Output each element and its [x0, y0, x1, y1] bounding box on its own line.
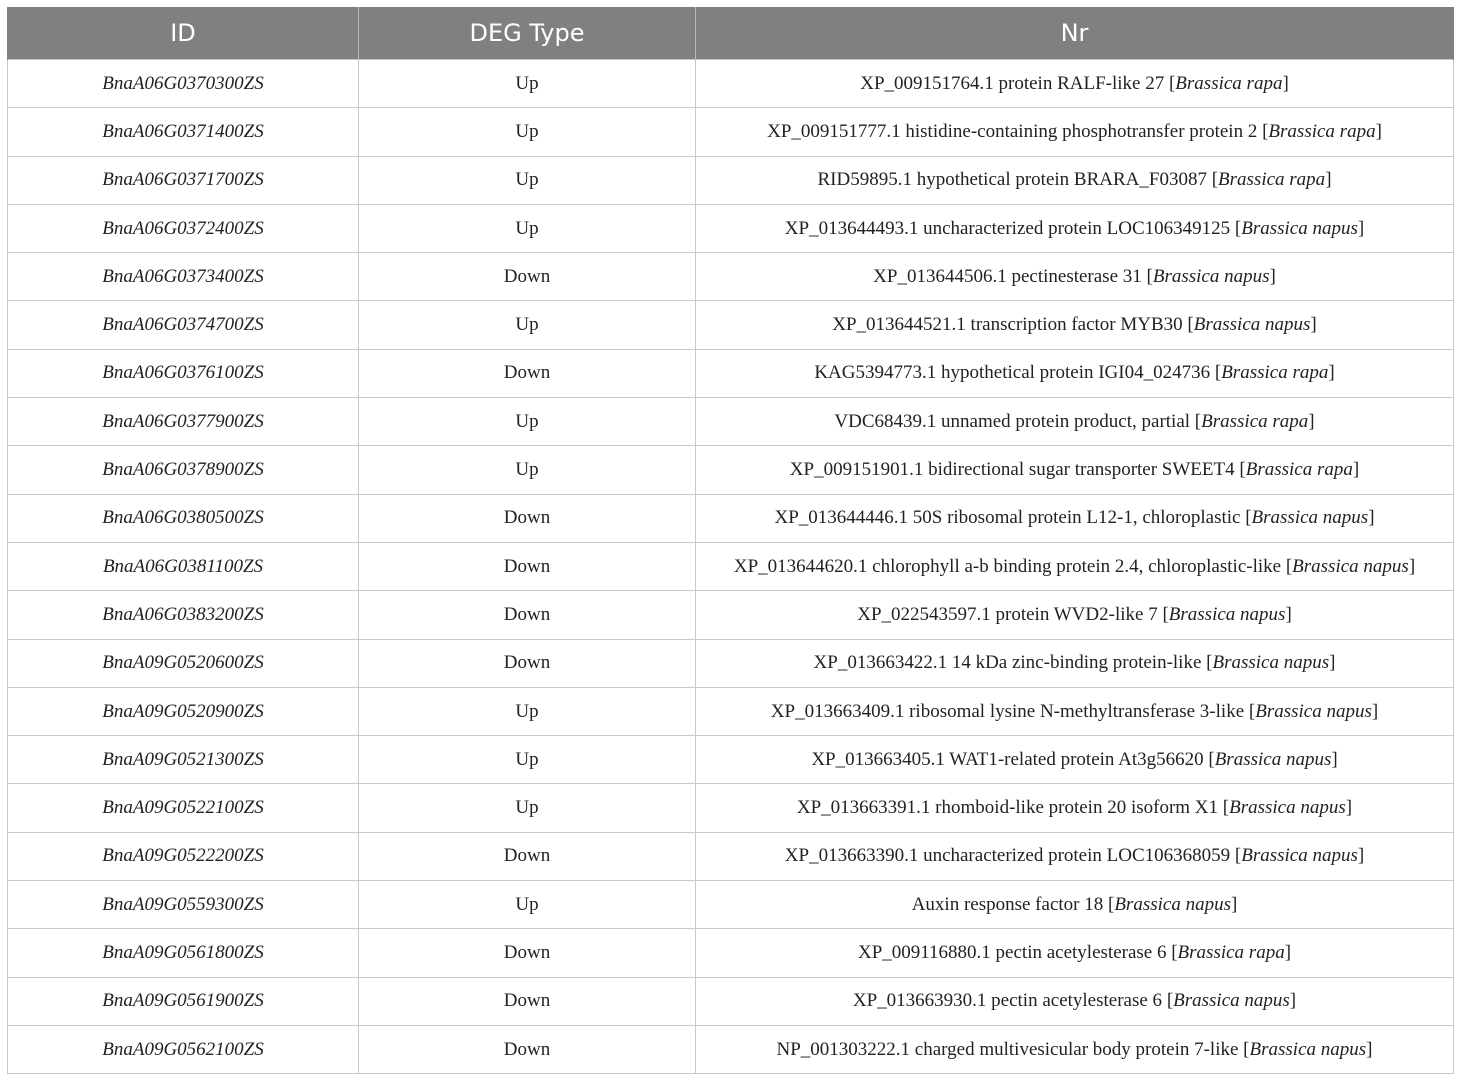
gene-id-cell: BnaA09G0520900ZS [8, 687, 359, 735]
nr-annotation-cell: Auxin response factor 18 [Brassica napus] [696, 881, 1454, 929]
deg-type-cell: Down [359, 639, 696, 687]
nr-species: Brassica rapa [1175, 72, 1283, 94]
deg-type-cell: Up [359, 784, 696, 832]
nr-species: Brassica napus [1173, 990, 1290, 1012]
table-row [8, 1025, 1454, 1073]
header-row [8, 7, 1454, 60]
gene-id-cell: BnaA09G0559300ZS [8, 881, 359, 929]
gene-id-cell: BnaA09G0522200ZS [8, 832, 359, 880]
nr-description: NP_001303222.1 charged multivesicular body protein 7-like [776, 1038, 1239, 1060]
deg-table [7, 7, 1454, 1074]
deg-type-cell: Down [359, 977, 696, 1025]
nr-description: XP_013663390.1 uncharacterized protein LOC106368059 [784, 845, 1231, 867]
gene-id-cell: BnaA06G0372400ZS [8, 204, 359, 252]
nr-description: XP_013663422.1 14 kDa zinc-binding protein-like [813, 652, 1202, 674]
gene-id-cell: BnaA06G0371400ZS [8, 108, 359, 156]
table-row [8, 398, 1454, 446]
gene-id-cell: BnaA06G0376100ZS [8, 349, 359, 397]
nr-description: XP_013644521.1 transcription factor MYB30 [832, 314, 1183, 336]
deg-type-cell: Down [359, 253, 696, 301]
table-row [8, 881, 1454, 929]
gene-id-cell: BnaA06G0370300ZS [8, 60, 359, 108]
nr-annotation-cell: XP_009151901.1 bidirectional sugar transporter SWEET4 [Brassica rapa] [696, 446, 1454, 494]
table-row [8, 494, 1454, 542]
gene-id-cell: BnaA09G0561800ZS [8, 929, 359, 977]
deg-type-cell: Up [359, 398, 696, 446]
nr-annotation-cell: XP_013663391.1 rhomboid-like protein 20 isoform X1 [Brassica napus] [696, 784, 1454, 832]
nr-species: Brassica rapa [1177, 941, 1285, 963]
column-header-deg-type: DEG Type [359, 7, 696, 60]
table-row [8, 446, 1454, 494]
nr-species: Brassica napus [1114, 893, 1231, 915]
nr-annotation-cell: XP_013644521.1 transcription factor MYB30 [Brassica napus] [696, 301, 1454, 349]
gene-id-cell: BnaA06G0378900ZS [8, 446, 359, 494]
gene-id-cell: BnaA06G0381100ZS [8, 542, 359, 590]
nr-species: Brassica rapa [1221, 362, 1329, 384]
nr-annotation-cell: XP_013663930.1 pectin acetylesterase 6 [Brassica napus] [696, 977, 1454, 1025]
table-body [8, 60, 1454, 1074]
nr-species: Brassica napus [1168, 603, 1286, 625]
table-header [8, 7, 1454, 60]
nr-description: XP_013644620.1 chlorophyll a-b binding protein 2.4, chloroplastic-like [733, 555, 1282, 577]
nr-description: KAG5394773.1 hypothetical protein IGI04_024736 [814, 362, 1211, 384]
gene-id-cell: BnaA06G0373400ZS [8, 253, 359, 301]
table-row [8, 929, 1454, 977]
nr-annotation-cell: XP_013663390.1 uncharacterized protein LOC106368059 [Brassica napus] [696, 832, 1454, 880]
gene-id-cell: BnaA06G0377900ZS [8, 398, 359, 446]
nr-annotation-cell: XP_013663422.1 14 kDa zinc-binding protein-like [Brassica napus] [696, 639, 1454, 687]
nr-description: XP_013644506.1 pectinesterase 31 [873, 265, 1142, 287]
nr-annotation-cell: NP_001303222.1 charged multivesicular body protein 7-like [Brassica napus] [696, 1025, 1454, 1073]
nr-description: XP_013644446.1 50S ribosomal protein L12-1, chloroplastic [774, 507, 1241, 529]
nr-description: XP_009151777.1 histidine-containing phosphotransfer protein 2 [767, 120, 1258, 142]
nr-annotation-cell: XP_013644446.1 50S ribosomal protein L12-1, chloroplastic [Brassica napus] [696, 494, 1454, 542]
gene-id-cell: BnaA09G0520600ZS [8, 639, 359, 687]
table-row [8, 784, 1454, 832]
deg-type-cell: Down [359, 929, 696, 977]
deg-type-cell: Up [359, 156, 696, 204]
nr-description: Auxin response factor 18 [911, 893, 1104, 915]
nr-species: Brassica napus [1251, 507, 1369, 529]
nr-species: Brassica rapa [1201, 410, 1309, 432]
nr-description: VDC68439.1 unnamed protein product, partial [834, 410, 1191, 432]
nr-annotation-cell: XP_013644620.1 chlorophyll a-b binding protein 2.4, chloroplastic-like [Brassica napus] [696, 542, 1454, 590]
deg-type-cell: Down [359, 349, 696, 397]
nr-description: XP_022543597.1 protein WVD2-like 7 [857, 603, 1158, 625]
nr-annotation-cell: XP_009151764.1 protein RALF-like 27 [Brassica rapa] [696, 60, 1454, 108]
nr-species: Brassica napus [1241, 217, 1358, 239]
nr-species: Brassica napus [1249, 1038, 1367, 1060]
deg-type-cell: Down [359, 542, 696, 590]
nr-annotation-cell: XP_013663405.1 WAT1-related protein At3g56620 [Brassica napus] [696, 736, 1454, 784]
nr-description: XP_013663930.1 pectin acetylesterase 6 [852, 990, 1163, 1012]
gene-id-cell: BnaA09G0562100ZS [8, 1025, 359, 1073]
table-row [8, 108, 1454, 156]
nr-annotation-cell: KAG5394773.1 hypothetical protein IGI04_024736 [Brassica rapa] [696, 349, 1454, 397]
nr-species: Brassica rapa [1218, 169, 1326, 191]
nr-species: Brassica rapa [1245, 459, 1353, 481]
deg-type-cell: Up [359, 60, 696, 108]
table-row [8, 977, 1454, 1025]
gene-id-cell: BnaA09G0522100ZS [8, 784, 359, 832]
nr-annotation-cell: XP_013663409.1 ribosomal lysine N-methyltransferase 3-like [Brassica napus] [696, 687, 1454, 735]
nr-species: Brassica napus [1193, 314, 1311, 336]
nr-description: XP_013663405.1 WAT1-related protein At3g56620 [811, 748, 1204, 770]
deg-type-cell: Up [359, 204, 696, 252]
nr-annotation-cell: XP_013644493.1 uncharacterized protein LOC106349125 [Brassica napus] [696, 204, 1454, 252]
nr-annotation-cell: XP_022543597.1 protein WVD2-like 7 [Brassica napus] [696, 591, 1454, 639]
table-row [8, 156, 1454, 204]
nr-species: Brassica napus [1241, 845, 1358, 867]
gene-id-cell: BnaA09G0521300ZS [8, 736, 359, 784]
nr-description: XP_013663409.1 ribosomal lysine N-methyltransferase 3-like [770, 700, 1245, 722]
deg-type-cell: Up [359, 687, 696, 735]
table-row [8, 60, 1454, 108]
nr-species: Brassica napus [1255, 700, 1372, 722]
nr-description: XP_013663391.1 rhomboid-like protein 20 isoform X1 [796, 797, 1219, 819]
deg-type-cell: Up [359, 881, 696, 929]
deg-type-cell: Up [359, 736, 696, 784]
gene-id-cell: BnaA06G0380500ZS [8, 494, 359, 542]
nr-annotation-cell: RID59895.1 hypothetical protein BRARA_F03087 [Brassica rapa] [696, 156, 1454, 204]
gene-id-cell: BnaA06G0371700ZS [8, 156, 359, 204]
nr-description: XP_013644493.1 uncharacterized protein LOC106349125 [784, 217, 1231, 239]
table-row [8, 542, 1454, 590]
nr-species: Brassica rapa [1268, 120, 1376, 142]
column-header-nr: Nr [696, 7, 1454, 60]
deg-table-container [7, 7, 1453, 1074]
table-row [8, 639, 1454, 687]
nr-description: RID59895.1 hypothetical protein BRARA_F03087 [817, 169, 1207, 191]
table-row [8, 204, 1454, 252]
nr-annotation-cell: VDC68439.1 unnamed protein product, partial [Brassica rapa] [696, 398, 1454, 446]
deg-type-cell: Up [359, 108, 696, 156]
nr-species: Brassica napus [1229, 797, 1346, 819]
deg-type-cell: Down [359, 591, 696, 639]
column-header-id: ID [8, 7, 359, 60]
deg-type-cell: Up [359, 446, 696, 494]
table-row [8, 301, 1454, 349]
table-row [8, 591, 1454, 639]
nr-species: Brassica napus [1214, 748, 1332, 770]
deg-type-cell: Down [359, 832, 696, 880]
gene-id-cell: BnaA06G0374700ZS [8, 301, 359, 349]
gene-id-cell: BnaA09G0561900ZS [8, 977, 359, 1025]
nr-description: XP_009116880.1 pectin acetylesterase 6 [857, 941, 1167, 963]
nr-species: Brassica napus [1212, 652, 1330, 674]
table-row [8, 736, 1454, 784]
deg-type-cell: Down [359, 494, 696, 542]
table-row [8, 687, 1454, 735]
nr-description: XP_009151901.1 bidirectional sugar transporter SWEET4 [789, 459, 1235, 481]
deg-type-cell: Up [359, 301, 696, 349]
table-row [8, 253, 1454, 301]
nr-species: Brassica napus [1292, 555, 1409, 577]
table-row [8, 349, 1454, 397]
nr-annotation-cell: XP_009116880.1 pectin acetylesterase 6 [Brassica rapa] [696, 929, 1454, 977]
nr-annotation-cell: XP_009151777.1 histidine-containing phosphotransfer protein 2 [Brassica rapa] [696, 108, 1454, 156]
nr-description: XP_009151764.1 protein RALF-like 27 [860, 72, 1165, 94]
deg-type-cell: Down [359, 1025, 696, 1073]
nr-annotation-cell: XP_013644506.1 pectinesterase 31 [Brassica napus] [696, 253, 1454, 301]
nr-species: Brassica napus [1152, 265, 1270, 287]
gene-id-cell: BnaA06G0383200ZS [8, 591, 359, 639]
table-row [8, 832, 1454, 880]
